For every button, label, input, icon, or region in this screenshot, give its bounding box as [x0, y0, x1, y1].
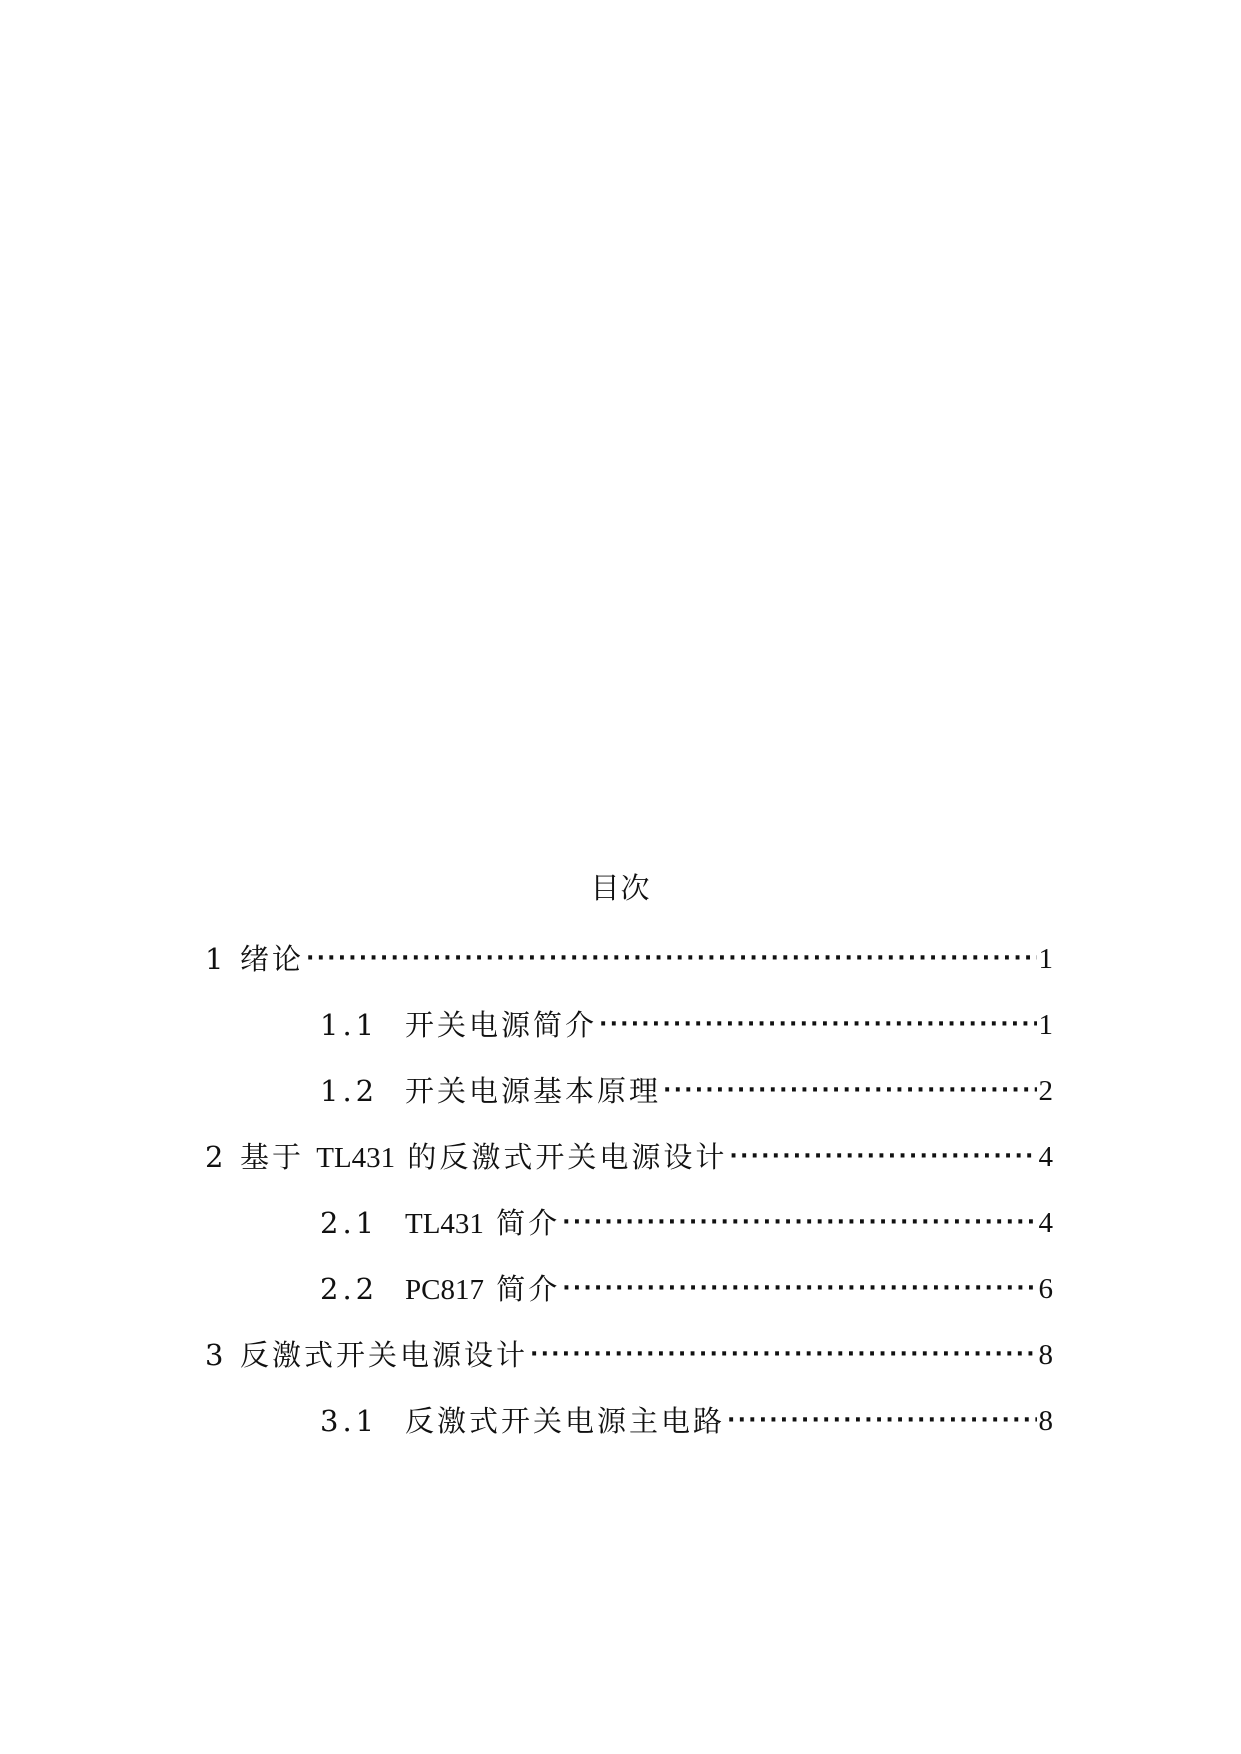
entry-number: 1 — [205, 942, 228, 976]
entry-title — [405, 1201, 560, 1246]
toc-entry-section-2-2[interactable] — [320, 1267, 1053, 1311]
entry-page-number: 4 — [1038, 1141, 1053, 1173]
dot-leader — [562, 1201, 1036, 1245]
entry-title-suffix: 的反激式开关电源设计 — [407, 1139, 728, 1174]
entry-title-latin: TL431 — [316, 1141, 396, 1174]
entry-title — [405, 1267, 560, 1312]
entry-number: 1.2 — [320, 1074, 379, 1108]
toc-entry-section-1-2[interactable] — [320, 1069, 1053, 1113]
entry-number: 3.1 — [320, 1404, 379, 1438]
entry-page-number: 1 — [1038, 1009, 1053, 1041]
entry-title: 反激式开关电源设计 — [240, 1338, 529, 1372]
entry-title: 绪论 — [240, 942, 305, 976]
toc-entry-section-2-1[interactable] — [320, 1201, 1053, 1245]
dot-leader — [562, 1267, 1036, 1311]
entry-page-number: 4 — [1038, 1207, 1053, 1239]
entry-title: 开关电源基本原理 — [405, 1074, 662, 1108]
entry-number: 2.1 — [320, 1206, 379, 1240]
toc-entry-chapter-2[interactable] — [205, 1135, 1053, 1179]
entry-title-suffix: 简介 — [496, 1205, 561, 1240]
entry-number: 3 — [205, 1338, 228, 1372]
toc-entry-chapter-3[interactable] — [205, 1333, 1053, 1377]
entry-number: 1.1 — [320, 1008, 379, 1042]
entry-number: 2.2 — [320, 1272, 379, 1306]
dot-leader — [599, 1003, 1036, 1047]
entry-title-prefix: 基于 — [240, 1139, 305, 1174]
entry-title-latin: PC817 — [405, 1273, 484, 1306]
entry-page-number: 8 — [1038, 1339, 1053, 1371]
entry-title — [240, 1135, 727, 1180]
entry-page-number: 1 — [1038, 943, 1053, 975]
entry-title-latin: TL431 — [405, 1207, 484, 1240]
entry-title: 开关电源简介 — [405, 1008, 598, 1042]
dot-leader — [306, 937, 1036, 981]
dot-leader — [727, 1399, 1036, 1443]
toc-title: 目次 — [590, 871, 651, 905]
entry-title: 反激式开关电源主电路 — [405, 1404, 726, 1438]
dot-leader — [530, 1333, 1036, 1377]
entry-page-number: 2 — [1038, 1075, 1053, 1107]
dot-leader — [663, 1069, 1036, 1113]
toc-entry-section-1-1[interactable] — [320, 1003, 1053, 1047]
toc-entry-chapter-1[interactable] — [205, 937, 1053, 981]
entry-page-number: 6 — [1038, 1273, 1053, 1305]
dot-leader — [729, 1135, 1036, 1179]
entry-title-suffix: 简介 — [496, 1271, 561, 1306]
entry-number: 2 — [205, 1140, 228, 1174]
toc-entry-section-3-1[interactable] — [320, 1399, 1053, 1443]
entry-page-number: 8 — [1038, 1405, 1053, 1437]
